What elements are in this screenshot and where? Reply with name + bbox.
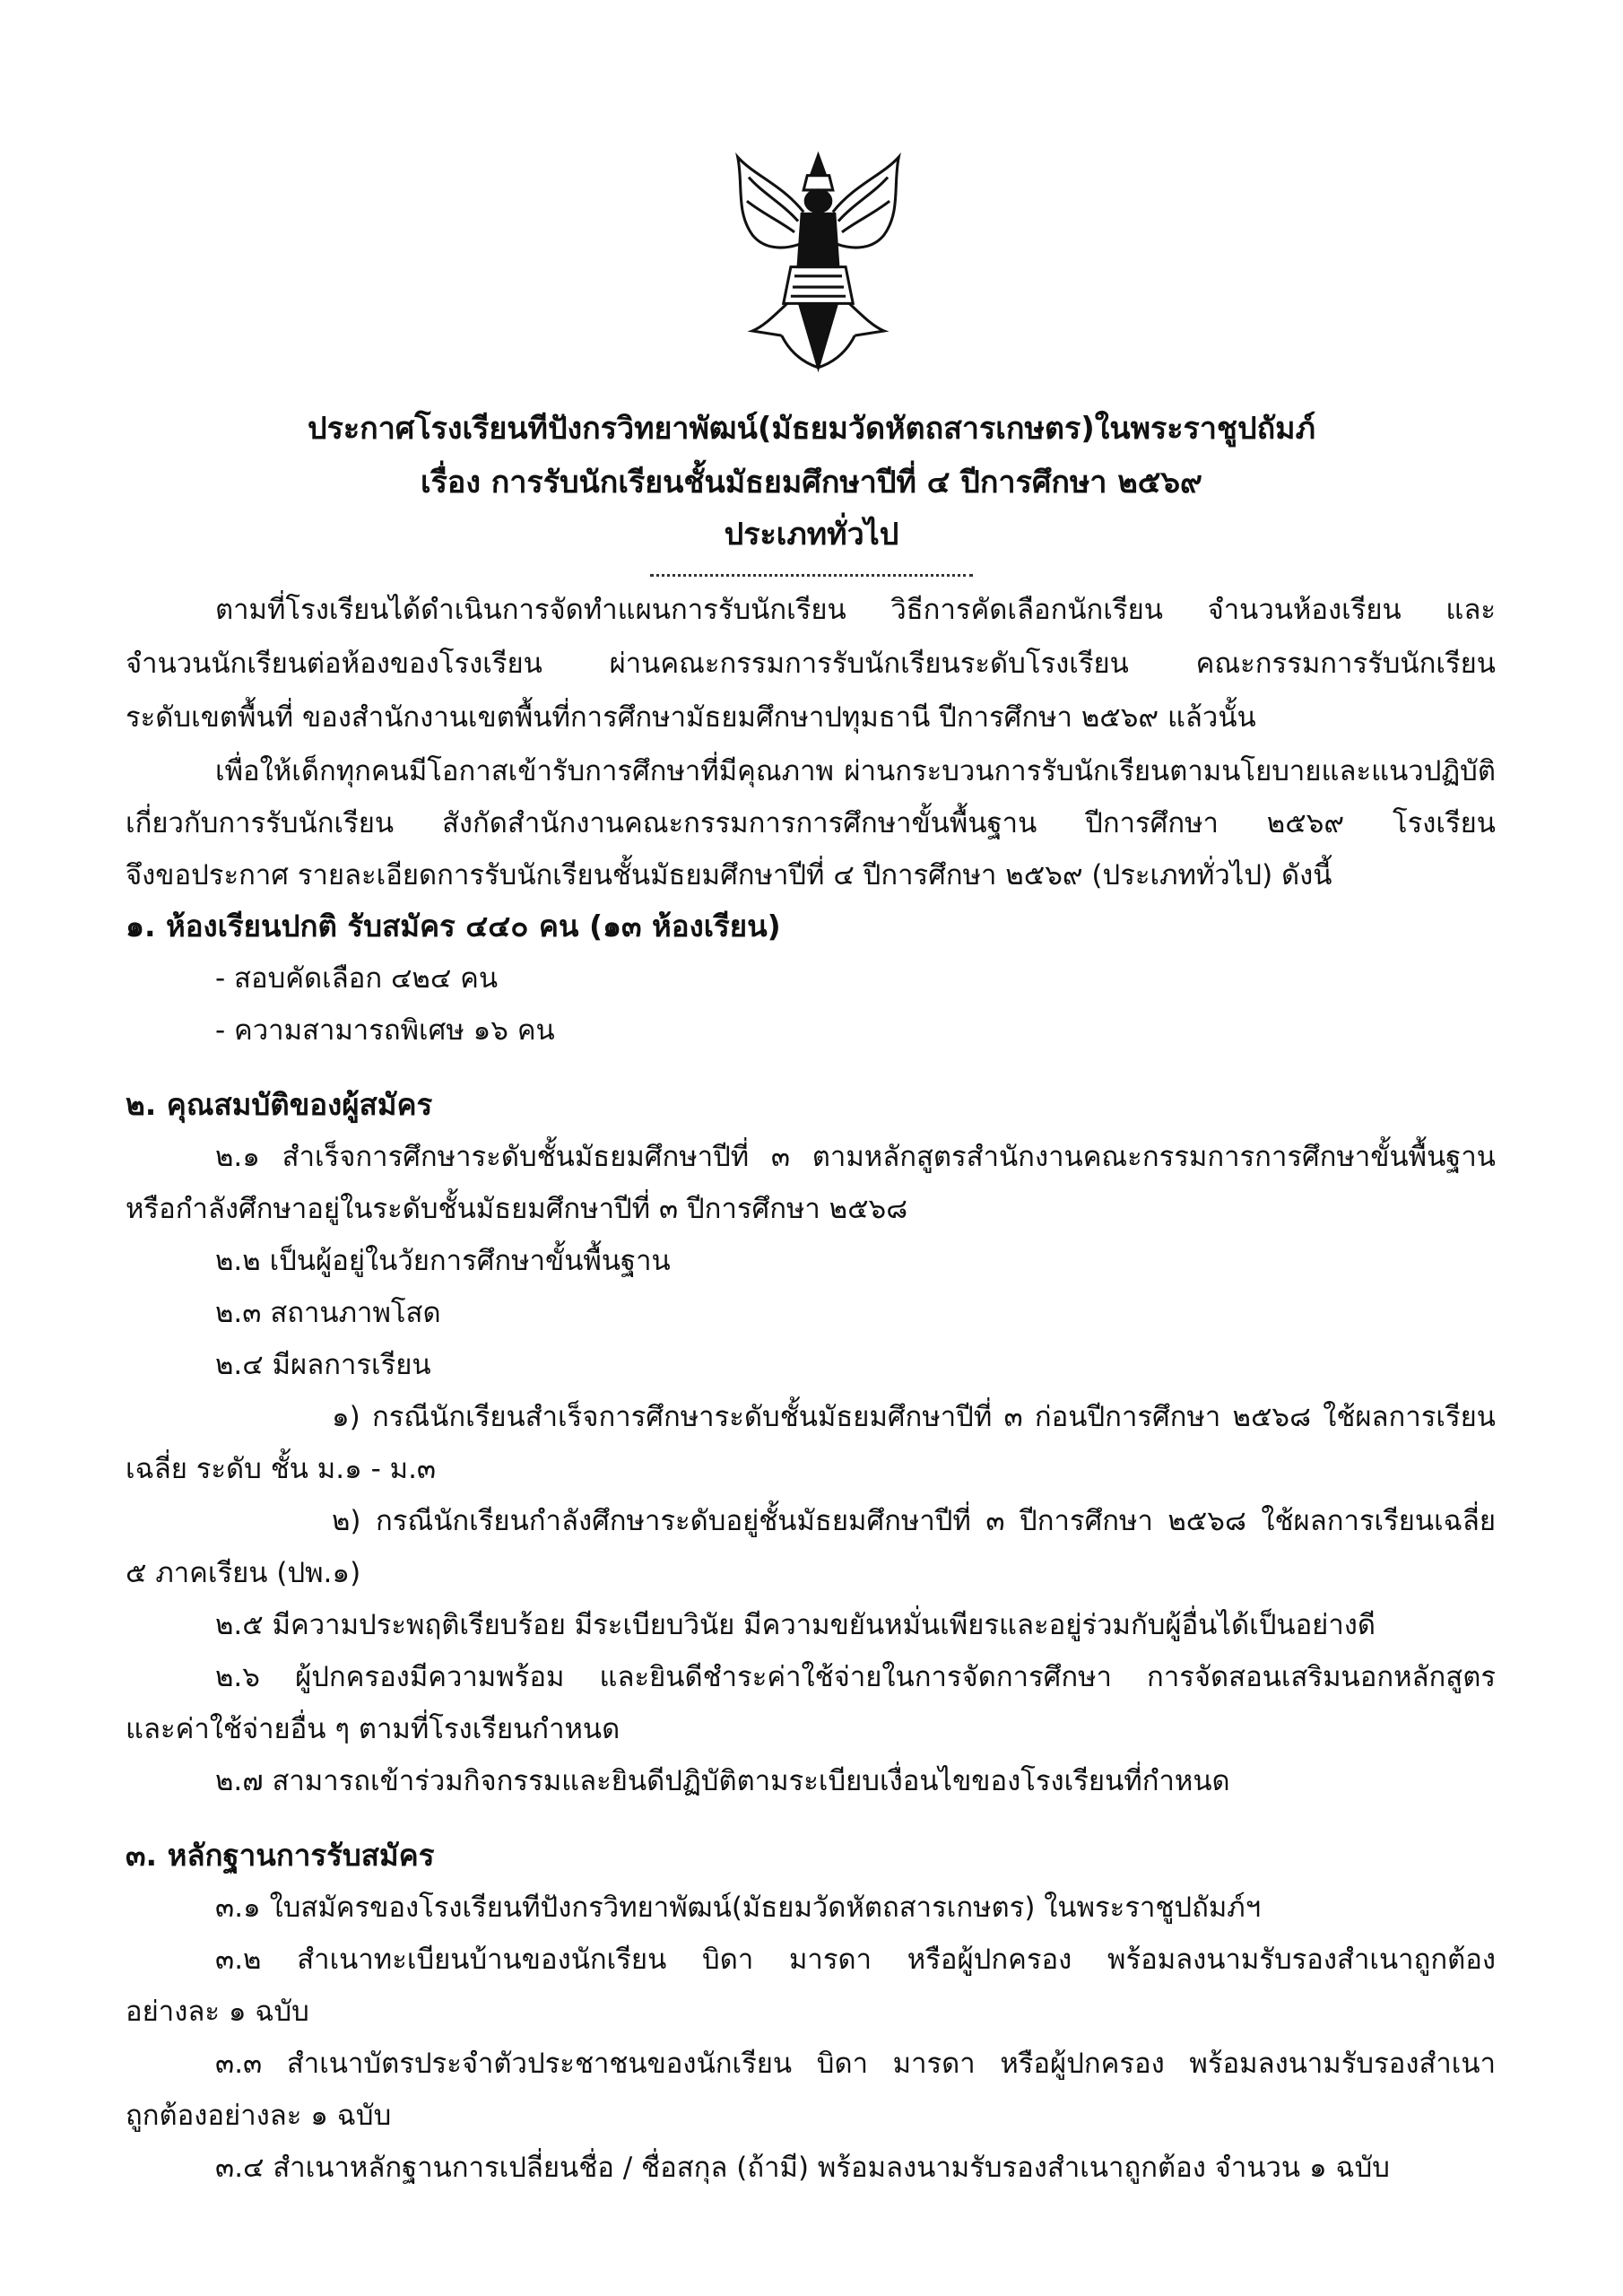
intro-p2-line-3: จึงขอประกาศ รายละเอียดการรับนักเรียนชั้นมัธยมศึกษาปีที่ ๔ ปีการศึกษา ๒๕๖๙ (ประเภททั่วไป) ดังนี้ xyxy=(126,859,1332,891)
title-line-3: ประเภททั่วไป xyxy=(724,517,899,552)
title-line-1: ประกาศโรงเรียนทีปังกรวิทยาพัฒน์(มัธยมวัดหัตถสารเกษตร)ในพระราชูปถัมภ์ xyxy=(308,411,1315,447)
section-2-4-1-line-2: เฉลี่ย ระดับ ชั้น ม.๑ - ม.๓ xyxy=(126,1453,437,1485)
intro-p2-line-2: เกี่ยวกับการรับนักเรียน สังกัดสำนักงานคณะกรรมการการศึกษาขั้นพื้นฐาน ปีการศึกษา ๒๕๖๙ โรงเรียน xyxy=(126,807,1496,839)
section-2-heading: ๒. คุณสมบัติของผู้สมัคร xyxy=(126,1087,433,1122)
section-2-7: ๒.๗ สามารถเข้าร่วมกิจกรรมและยินดีปฏิบัติตามระเบียบเงื่อนไขของโรงเรียนที่กำหนด xyxy=(215,1765,1230,1797)
section-2-4-2-line-1: ๒) กรณีนักเรียนกำลังศึกษาระดับอยู่ชั้นมัธยมศึกษาปีที่ ๓ ปีการศึกษา ๒๕๖๘ ใช้ผลการเรียนเฉลี่ย xyxy=(332,1505,1496,1537)
section-2-4-1-line-1: ๑) กรณีนักเรียนสำเร็จการศึกษาระดับชั้นมัธยมศึกษาปีที่ ๓ ก่อนปีการศึกษา ๒๕๖๘ ใช้ผลการเรียน xyxy=(332,1401,1496,1433)
intro-p1-line-2: จำนวนนักเรียนต่อห้องของโรงเรียน ผ่านคณะกรรมการรับนักเรียนระดับโรงเรียน คณะกรรมการรับนักเรียน xyxy=(126,648,1496,680)
section-2-3: ๒.๓ สถานภาพโสด xyxy=(215,1297,441,1329)
intro-p2-line-1: เพื่อให้เด็กทุกคนมีโอกาสเข้ารับการศึกษาที่มีคุณภาพ ผ่านกระบวนการรับนักเรียนตามนโยบายและแนวปฏิบัติ xyxy=(215,755,1496,787)
section-1-heading: ๑. ห้องเรียนปกติ รับสมัคร ๔๔๐ คน (๑๓ ห้องเรียน) xyxy=(126,909,781,944)
intro-p1-line-3: ระดับเขตพื้นที่ ของสำนักงานเขตพื้นที่การศึกษามัธยมศึกษาปทุมธานี ปีการศึกษา ๒๕๖๙ แล้วนั้น xyxy=(126,701,1256,734)
section-2-4: ๒.๔ มีผลการเรียน xyxy=(215,1349,431,1381)
title-line-2: เรื่อง การรับนักเรียนชั้นมัธยมศึกษาปีที่ ๔ ปีการศึกษา ๒๕๖๙ xyxy=(421,465,1202,500)
section-3-2-line-2: อย่างละ ๑ ฉบับ xyxy=(126,1996,309,2028)
section-2-5: ๒.๕ มีความประพฤติเรียบร้อย มีระเบียบวินัย มีความขยันหมั่นเพียรและอยู่ร่วมกับผู้อื่นได้เป็นอย่างดี xyxy=(215,1609,1376,1641)
garuda-emblem-icon xyxy=(726,148,910,377)
section-3-3-line-1: ๓.๓ สำเนาบัตรประจำตัวประชาชนของนักเรียน บิดา มารดา หรือผู้ปกครอง พร้อมลงนามรับรองสำเนา xyxy=(215,2048,1496,2080)
section-3-4: ๓.๔ สำเนาหลักฐานการเปลี่ยนชื่อ / ชื่อสกุล (ถ้ามี) พร้อมลงนามรับรองสำเนาถูกต้อง จำนวน ๑ ฉบับ xyxy=(215,2152,1390,2184)
section-3-heading: ๓. หลักฐานการรับสมัคร xyxy=(126,1838,435,1873)
section-3-2-line-1: ๓.๒ สำเนาทะเบียนบ้านของนักเรียน บิดา มารดา หรือผู้ปกครอง พร้อมลงนามรับรองสำเนาถูกต้อง xyxy=(215,1944,1496,1976)
section-1-item: - สอบคัดเลือก ๔๒๔ คน xyxy=(215,962,499,995)
section-2-1-line-2: หรือกำลังศึกษาอยู่ในระดับชั้นมัธยมศึกษาปีที่ ๓ ปีการศึกษา ๒๕๖๘ xyxy=(126,1193,908,1225)
section-2-6-line-2: และค่าใช้จ่ายอื่น ๆ ตามที่โรงเรียนกำหนด xyxy=(126,1713,621,1745)
section-2-1-line-1: ๒.๑ สำเร็จการศึกษาระดับชั้นมัธยมศึกษาปีที่ ๓ ตามหลักสูตรสำนักงานคณะกรรมการการศึกษาขั้นพื้นฐาน xyxy=(215,1141,1496,1173)
section-2-6-line-1: ๒.๖ ผู้ปกครองมีความพร้อม และยินดีชำระค่าใช้จ่ายในการจัดการศึกษา การจัดสอนเสริมนอกหลักสูตร xyxy=(215,1661,1496,1693)
title-divider xyxy=(650,574,973,577)
section-3-1: ๓.๑ ใบสมัครของโรงเรียนทีปังกรวิทยาพัฒน์(มัธยมวัดหัตถสารเกษตร) ในพระราชูปถัมภ์ฯ xyxy=(215,1892,1262,1924)
section-1-item: - ความสามารถพิเศษ ๑๖ คน xyxy=(215,1014,555,1047)
intro-p1-line-1: ตามที่โรงเรียนได้ดำเนินการจัดทำแผนการรับนักเรียน วิธีการคัดเลือกนักเรียน จำนวนห้องเรียน และ xyxy=(215,594,1496,626)
section-2-4-2-line-2: ๕ ภาคเรียน (ปพ.๑) xyxy=(126,1557,361,1589)
section-3-3-line-2: ถูกต้องอย่างละ ๑ ฉบับ xyxy=(126,2100,392,2132)
section-2-2: ๒.๒ เป็นผู้อยู่ในวัยการศึกษาขั้นพื้นฐาน xyxy=(215,1245,671,1277)
